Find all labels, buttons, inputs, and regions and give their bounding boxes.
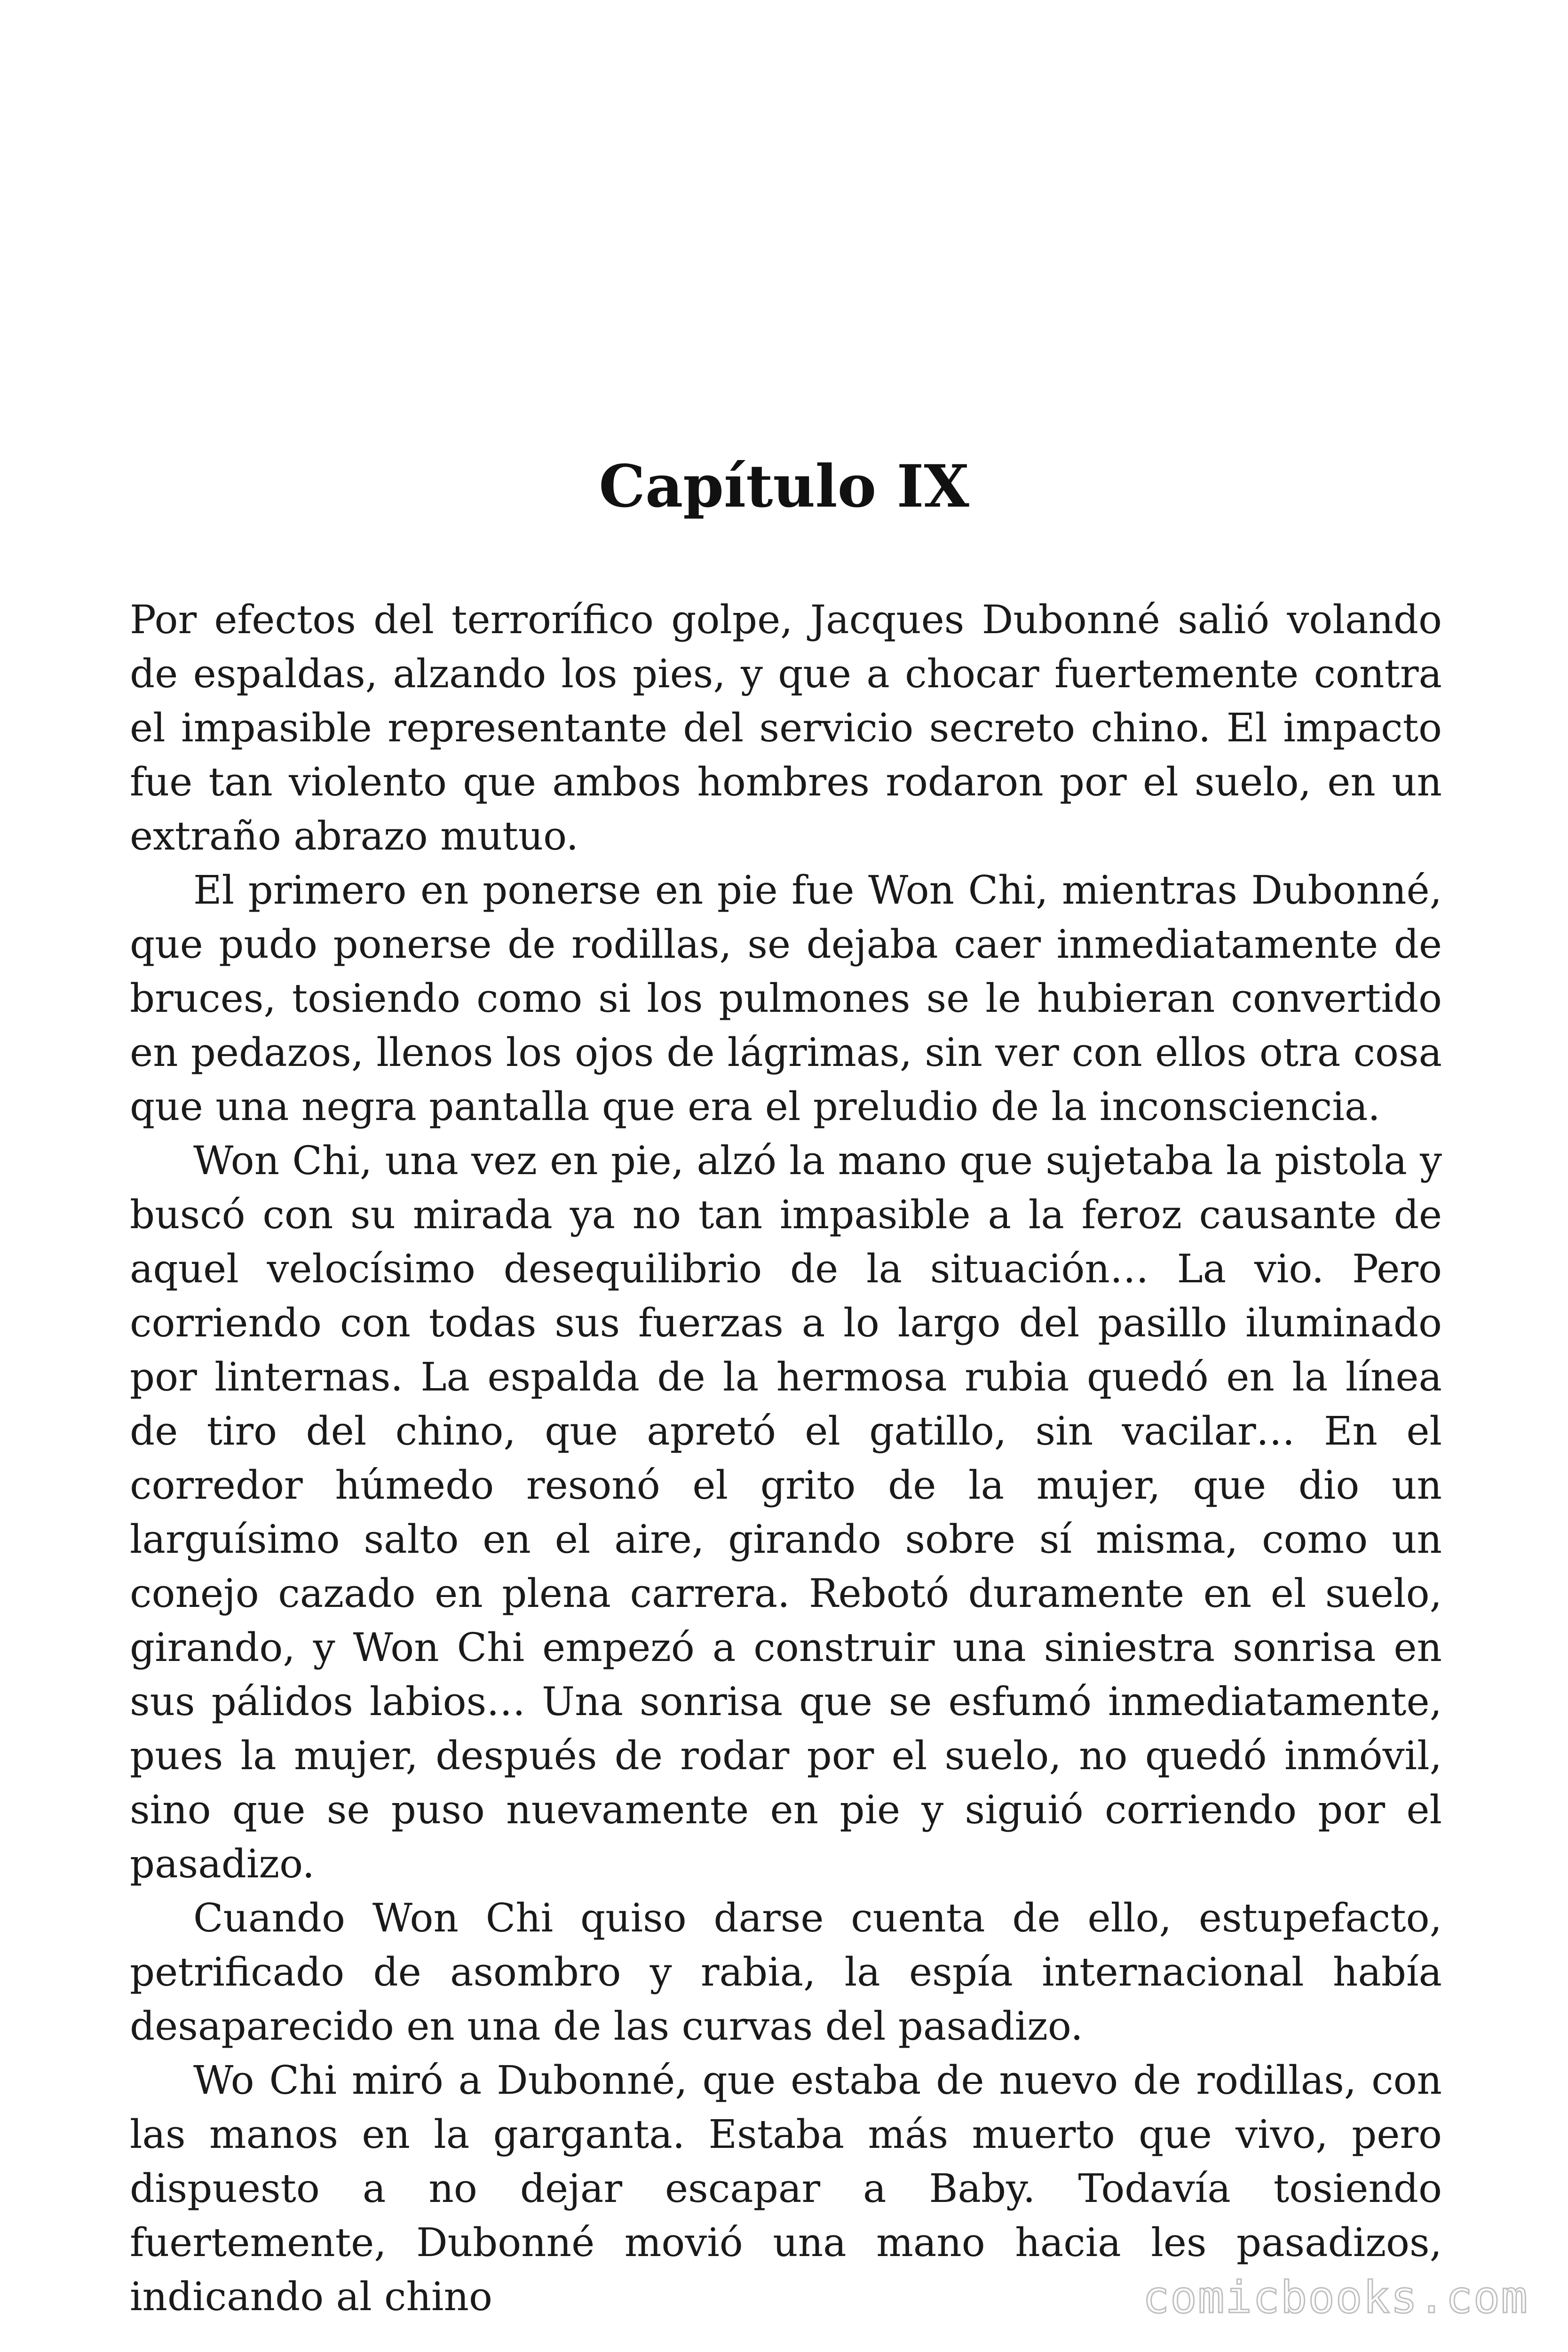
chapter-title: Capítulo IX — [599, 453, 969, 521]
paragraph-3: Won Chi, una vez en pie, alzó la mano que sujetaba la pistola y buscó con su mirada ya no tan impasible a la feroz causante de aquel velocísimo desequilibrio de la situación… La vio. Pero corriendo con todas sus fuerzas a lo largo del pasillo iluminado por linternas. La espalda de la hermosa rubia quedó en la línea de tiro del chino, que apretó el gatillo, sin vacilar… En el corredor húmedo resonó el grito de la mujer, que dio un larguísimo salto en el aire, girando sobre sí misma, como un conejo cazado en plena carrera. Rebotó duramente en el suelo, girando, y Won Chi empezó a construir una siniestra sonrisa en sus pálidos labios… Una sonrisa que se esfumó inmediatamente, pues la mujer, después de rodar por el suelo, no quedó inmóvil, sino que se puso nuevamente en pie y siguió corriendo por el pasadizo. — [130, 1138, 1442, 1887]
paragraph-4: Cuando Won Chi quiso darse cuenta de ello, estupefacto, petrificado de asombro y rabia, la espía internacional había desaparecido en una de las curvas del pasadizo. — [130, 1895, 1442, 2049]
chapter-body — [130, 593, 1442, 2324]
paragraph-2: El primero en ponerse en pie fue Won Chi, mientras Dubonné, que pudo ponerse de rodillas, se dejaba caer inmediatamente de bruces, tosiendo como si los pulmones se le hubieran convertido en pedazos, llenos los ojos de lágrimas, sin ver con ellos otra cosa que una negra pantalla que era el preludio de la inconsciencia. — [130, 867, 1442, 1129]
paragraph-1: Por efectos del terrorífico golpe, Jacques Dubonné salió volando de espaldas, alzando los pies, y que a chocar fuertemente contra el impasible representante del servicio secreto chino. El impacto fue tan violento que ambos hombres rodaron por el suelo, en un extraño abrazo mutuo. — [130, 597, 1442, 859]
paragraph-5: Wo Chi miró a Dubonné, que estaba de nuevo de rodillas, con las manos en la garganta. Estaba más muerto que vivo, pero dispuesto a no dejar escapar a Baby. Todavía tosiendo fuertemente, Dubonné movió una mano hacia les pasadizos, indicando al chino — [130, 2058, 1442, 2320]
watermark: comicbooks.com — [1142, 2272, 1528, 2323]
